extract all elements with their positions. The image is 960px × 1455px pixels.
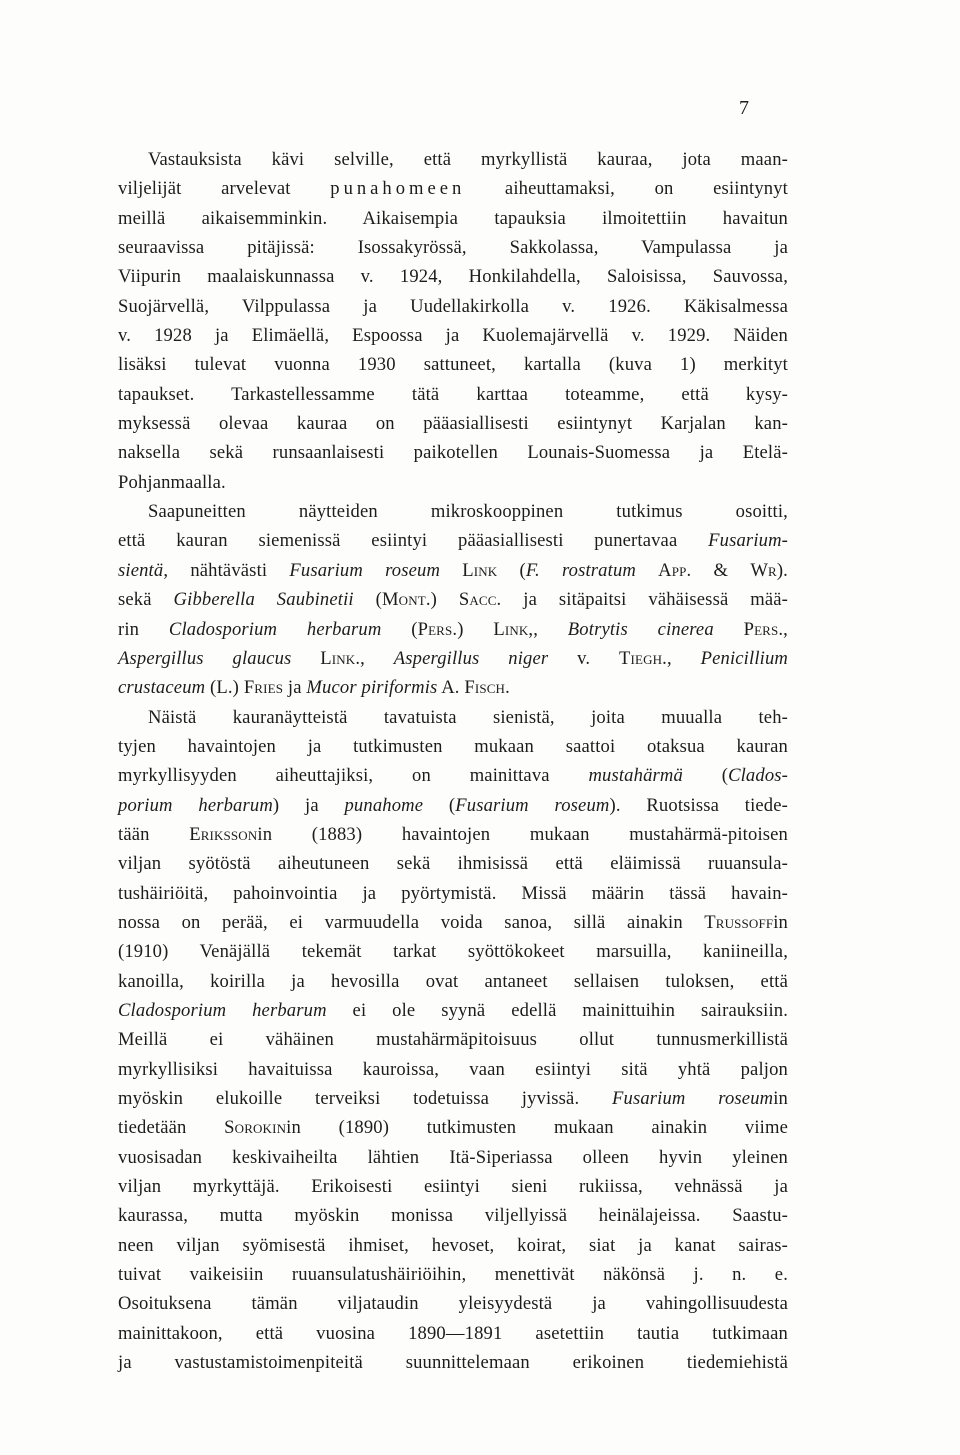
text-run: ) <box>430 589 459 611</box>
text-run: Osoituksena tämän viljataudin yleisyydestä ja vahingollisuudesta <box>118 1293 788 1315</box>
text-run: viljelijät arvelevat <box>118 178 331 200</box>
small-caps-text: Link, <box>493 618 534 640</box>
text-line <box>118 585 788 614</box>
text-line <box>118 1260 788 1289</box>
text-run: tuivat vaikeisiin ruuansulatushäiriöihin, menettivät näkönsä j. n. e. <box>118 1264 788 1286</box>
text-run: ( <box>381 618 418 640</box>
small-caps-text: Fries <box>243 677 284 699</box>
text-line <box>118 644 788 673</box>
spaced-text: punahomeen <box>330 178 466 200</box>
small-caps-text: Eriksson <box>189 823 258 845</box>
text-run: ). Ruotsissa tiede- <box>609 794 788 816</box>
text-line <box>118 937 788 966</box>
text-run: in <box>773 911 788 933</box>
text-line <box>118 1201 788 1230</box>
text-run: , <box>360 647 394 669</box>
text-line <box>118 879 788 908</box>
italic-text: punahome <box>344 794 424 816</box>
small-caps-text: Link. <box>320 647 361 669</box>
text-run: myrkyllisyyden aiheuttajiksi, on mainittava <box>118 765 589 787</box>
text-line <box>118 1348 788 1377</box>
italic-text: Penicillium <box>700 647 788 669</box>
italic-text: Clados- <box>728 765 788 787</box>
text-run: ( <box>423 794 456 816</box>
text-line <box>118 849 788 878</box>
text-line <box>118 1025 788 1054</box>
text-run: in (1890) tutkimusten mukaan ainakin viime <box>286 1117 788 1139</box>
text-run: rin <box>118 618 169 640</box>
text-line <box>118 1055 788 1084</box>
text-run: myrkyllisiksi havaituissa kauroissa, vaan esiintyi sitä yhtä paljon <box>118 1058 788 1080</box>
small-caps-text: App. <box>658 559 692 581</box>
text-run: vuosisadan keskivaiheilta lähtien Itä-Siperiassa olleen hyvin yleinen <box>118 1146 788 1168</box>
text-run: tushäiriöitä, pahoinvointia ja pyörtymistä. Missä määrin tässä havain- <box>118 882 788 904</box>
text-run: , nähtävästi <box>163 559 290 581</box>
text-line <box>118 174 788 203</box>
italic-text: Fusarium roseum <box>289 559 441 581</box>
small-caps-text: Link <box>462 559 498 581</box>
text-run: tyjen havaintojen ja tutkimusten mukaan saattoi otaksua kauran <box>118 735 788 757</box>
text-line <box>118 380 788 409</box>
text-run: tiedetään <box>118 1117 225 1139</box>
text-run: ). <box>776 559 788 581</box>
text-run: (L.) <box>205 677 244 699</box>
text-run: lisäksi tulevat vuonna 1930 sattuneet, kartalla (kuva 1) merkityt <box>118 354 788 376</box>
small-caps-text: Fisch. <box>464 677 510 699</box>
text-line <box>118 438 788 467</box>
text-line <box>118 732 788 761</box>
text-line <box>118 350 788 379</box>
italic-text: Aspergillus glaucus <box>118 647 292 669</box>
italic-text: Aspergillus niger <box>393 647 549 669</box>
text-line <box>118 292 788 321</box>
text-run: neen viljan syömisestä ihmiset, hevoset, koirat, siat ja kanat sairas- <box>118 1234 788 1256</box>
text-line <box>118 468 788 497</box>
text-run: myksessä olevaa kauraa on pääasiallisesti esiintynyt Karjalan kan- <box>118 413 788 435</box>
text-line <box>118 967 788 996</box>
text-run: in <box>773 1088 788 1109</box>
italic-text: porium herbarum <box>118 794 273 816</box>
text-run: Saapuneitten näytteiden mikroskooppinen tutkimus osoitti, <box>148 501 788 523</box>
text-run: ja <box>283 677 307 699</box>
text-run: seuraavissa pitäjissä: Isossakyrössä, Sakkolassa, Vampulassa ja <box>118 237 788 259</box>
text-run: nossa on perää, ei varmuudella voida sanoa, sillä ainakin <box>118 911 705 933</box>
small-caps-text: Pers. <box>743 618 784 640</box>
italic-text: Fusarium roseum <box>612 1088 774 1109</box>
text-run: in (1883) havaintojen mukaan mustahärmä-pitoisen <box>257 823 788 845</box>
text-line <box>118 321 788 350</box>
text-run: sekä <box>118 589 174 611</box>
text-line <box>118 1231 788 1260</box>
italic-text: sientä <box>118 559 164 581</box>
text-line <box>118 673 788 702</box>
text-line <box>118 145 788 174</box>
text-line <box>118 791 788 820</box>
italic-text: mustahärmä <box>588 765 683 787</box>
text-run: Viipurin maalaiskunnassa v. 1924, Honkilahdella, Saloisissa, Sauvossa, <box>118 266 788 288</box>
text-run: , <box>533 618 568 640</box>
text-line <box>118 233 788 262</box>
text-run: ei ole syynä edellä mainittuihin sairauksiin. <box>326 999 789 1021</box>
italic-text: F. rostratum <box>525 559 636 581</box>
text-run: & <box>691 559 751 581</box>
italic-text: Cladosporium herbarum <box>168 618 382 640</box>
text-run <box>291 648 320 669</box>
text-run: viljan syötöstä aiheutuneen sekä ihmisissä että eläimissä ruuansula- <box>118 853 788 875</box>
text-run: , <box>666 647 701 669</box>
text-run: aiheuttamaksi, on esiintynyt <box>465 178 788 200</box>
small-caps-text: Tiegh. <box>619 647 667 669</box>
page-number: 7 <box>739 97 749 119</box>
text-line <box>118 204 788 233</box>
italic-text: Cladosporium herbarum <box>118 999 327 1021</box>
text-run: ( <box>497 559 526 581</box>
text-run: v. 1928 ja Elimäellä, Espoossa ja Kuolemajärvellä v. 1929. Näiden <box>118 325 788 347</box>
small-caps-text: Wr <box>750 559 777 581</box>
text-run: naksella sekä runsaanlaisesti paikotellen Lounais-Suomessa ja Etelä- <box>118 442 788 464</box>
italic-text: Gibberella Saubinetii <box>173 589 354 611</box>
text-line <box>118 615 788 644</box>
text-run: ja vastustamistoimenpiteitä suunnittelemaan erikoinen tiedemiehistä <box>118 1352 788 1374</box>
text-run: v. <box>548 647 620 669</box>
text-run: (1910) Venäjällä tekemät tarkat syöttökokeet marsuilla, kaniineilla, <box>118 941 788 963</box>
text-line <box>118 1289 788 1318</box>
italic-text: Fusarium roseum <box>455 794 610 816</box>
text-line <box>118 409 788 438</box>
text-run: , <box>783 618 788 640</box>
text-run: A. <box>437 677 465 699</box>
text-line <box>118 996 788 1025</box>
text-line <box>118 908 788 937</box>
small-caps-text: Mont. <box>381 589 431 611</box>
text-run <box>440 560 462 581</box>
text-run: Vastauksista kävi selville, että myrkyllistä kauraa, jota maan- <box>148 149 788 170</box>
text-run: ja sitäpaitsi vähäisessä mää- <box>501 589 789 611</box>
text-line <box>118 820 788 849</box>
italic-text: crustaceum <box>118 677 206 699</box>
text-run: Meillä ei vähäinen mustahärmäpitoisuus ollut tunnusmerkillistä <box>118 1029 788 1051</box>
text-line <box>118 1172 788 1201</box>
small-caps-text: Pers. <box>417 618 458 640</box>
text-run: Näistä kauranäytteistä tavatuista sienistä, joita muualla teh- <box>148 706 788 728</box>
text-run: tapaukset. Tarkastellessamme tätä karttaa toteamme, että kysy- <box>118 383 788 405</box>
text-run: ) <box>457 618 494 640</box>
body-text <box>118 145 788 1377</box>
text-run: viljan myrkyttäjä. Erikoisesti esiintyi sieni rukiissa, vehnässä ja <box>118 1176 788 1198</box>
text-line <box>118 1084 788 1113</box>
small-caps-text: Sorokin <box>224 1117 287 1139</box>
text-run: mainittakoon, että vuosina 1890—1891 asetettiin tautia tutkimaan <box>118 1322 788 1344</box>
text-line <box>118 262 788 291</box>
text-run <box>714 619 744 640</box>
text-run: tään <box>118 823 190 845</box>
text-run: että kauran siemenissä esiintyi pääasiallisesti punertavaa <box>118 530 709 552</box>
italic-text: Mucor piriformis <box>306 677 438 699</box>
text-line <box>118 497 788 526</box>
small-caps-text: Sacc. <box>458 589 502 611</box>
small-caps-text: Trussoff <box>704 911 774 933</box>
text-run: kaurassa, mutta myöskin monissa viljellyissä heinälajeissa. Saastu- <box>118 1205 788 1227</box>
text-line <box>118 556 788 585</box>
italic-text: Botrytis cinerea <box>567 618 714 640</box>
text-run: ( <box>353 589 382 611</box>
text-run: meillä aikaisemminkin. Aikaisempia tapauksia ilmoitettiin havaitun <box>118 207 788 229</box>
text-run <box>636 560 658 581</box>
text-line <box>118 1143 788 1172</box>
text-run: Pohjanmaalla. <box>118 471 226 493</box>
text-line <box>118 1113 788 1142</box>
text-line <box>118 703 788 732</box>
text-run: myöskin elukoille terveiksi todetuissa jyvissä. <box>118 1088 612 1109</box>
text-line <box>118 761 788 790</box>
text-run: ) ja <box>272 794 345 816</box>
text-run: ( <box>682 765 729 787</box>
text-line <box>118 526 788 555</box>
text-run: Suojärvellä, Vilppulassa ja Uudellakirkolla v. 1926. Käkisalmessa <box>118 295 788 317</box>
text-run: kanoilla, koirilla ja hevosilla ovat antaneet sellaisen tuloksen, että <box>118 970 788 992</box>
text-line <box>118 1319 788 1348</box>
italic-text: Fusarium- <box>708 530 788 552</box>
